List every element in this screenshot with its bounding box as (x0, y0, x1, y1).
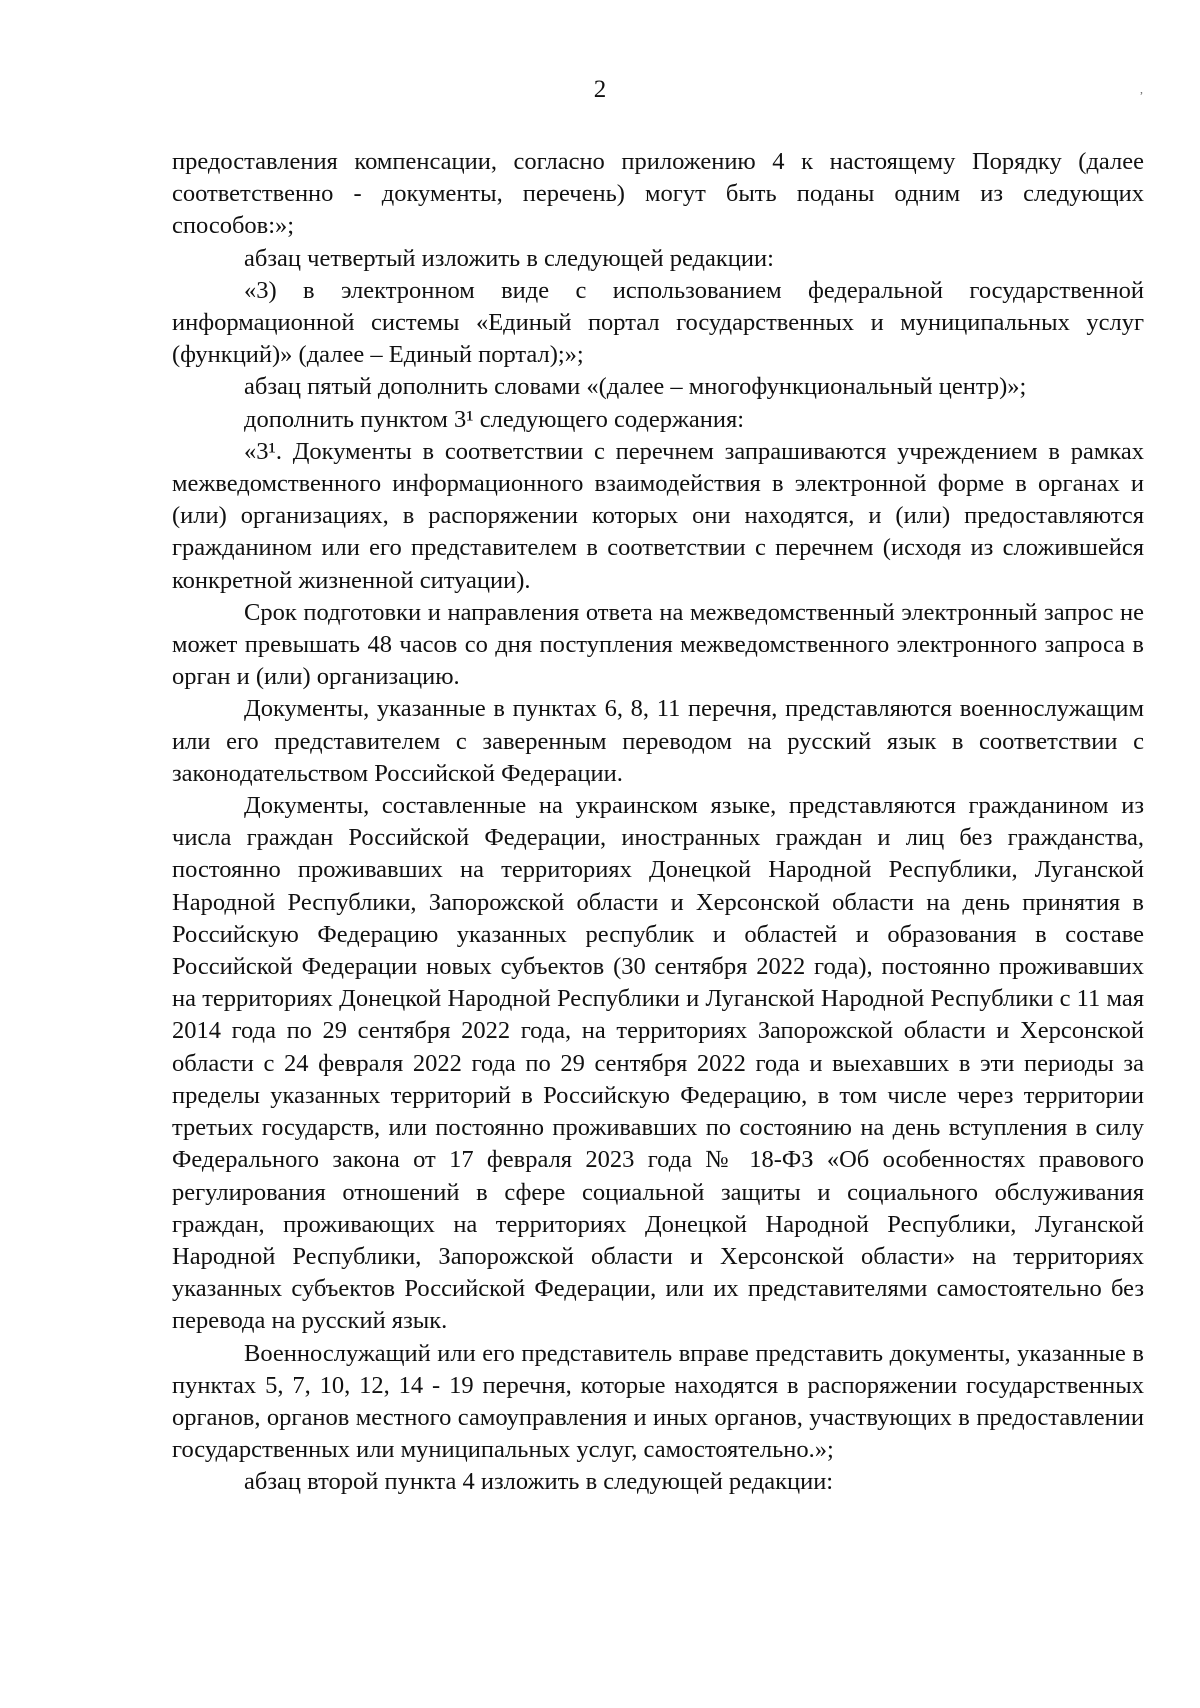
document-body (172, 146, 1144, 1499)
paragraph: предоставления компенсации, согласно приложению 4 к настоящему Порядку (далее соответственно - документы, перечень) могут быть поданы одним из следующих способов:»; (172, 148, 1144, 240)
scan-mark: , (1140, 82, 1143, 96)
paragraph: Документы, составленные на украинском языке, представляются гражданином из числа граждан Российской Федерации, иностранных граждан и лиц без гражданства, постоянно проживавших на территориях Донецкой Народной Республики, Луганской Народной Республики, Запорожской области и Херсонской области на день принятия в Российскую Федерацию указанных республик и областей и образования в составе Российской Федерации новых субъектов (30 сентября 2022 года), постоянно проживавших на территориях Донецкой Народной Республики и Луганской Народной Республики с 11 мая 2014 года по 29 сентября 2022 года, на территориях Запорожской области и Херсонской области с 24 февраля 2022 года по 29 сентября 2022 года и выехавших в эти периоды за пределы указанных территорий в Российскую Федерацию, в том числе через территории третьих государств, или постоянно проживавших по состоянию на день вступления в силу Федерального закона от 17 февраля 2023 года № 18-ФЗ «Об особенностях правового регулирования отношений в сфере социальной защиты и социального обслуживания граждан, проживающих на территориях Донецкой Народной Республики, Луганской Народной Республики, Запорожской области и Херсонской области» на территориях указанных субъектов Российской Федерации, или их представителями самостоятельно без перевода на русский язык. (172, 792, 1144, 1335)
paragraph: «3¹. Документы в соответствии с перечнем запрашиваются учреждением в рамках межведомственного информационного взаимодействия в электронной форме в органах и (или) организациях, в распоряжении которых они находятся, и (или) предоставляются гражданином или его представителем в соответствии с перечнем (исходя из сложившейся конкретной жизненной ситуации). (172, 437, 1144, 594)
paragraph: Военнослужащий или его представитель вправе представить документы, указанные в пунктах 5, 7, 10, 12, 14 - 19 перечня, которые находятся в распоряжении государственных органов, органов местного самоуправления и иных органов, участвующих в предоставлении государственных или муниципальных услуг, самостоятельно.»; (172, 1339, 1144, 1464)
paragraph: «3) в электронном виде с использованием федеральной государственной информационной системы «Единый портал государственных и муниципальных услуг (функций)» (далее – Единый портал);»; (172, 276, 1144, 369)
paragraph: дополнить пунктом 3¹ следующего содержания: (244, 405, 745, 433)
paragraph: Срок подготовки и направления ответа на межведомственный электронный запрос не может превышать 48 часов со дня поступления межведомственного электронного запроса в орган и (или) организацию. (172, 598, 1144, 691)
paragraph: абзац второй пункта 4 изложить в следующей редакции: (244, 1468, 834, 1496)
paragraph: абзац пятый дополнить словами «(далее – многофункциональный центр)»; (244, 373, 1027, 401)
page-number: 2 (593, 76, 607, 103)
paragraph: Документы, указанные в пунктах 6, 8, 11 перечня, представляются военнослужащим или его представителем с заверенным переводом на русский язык в соответствии с законодательством Российской Федерации. (172, 695, 1144, 787)
paragraph: абзац четвертый изложить в следующей редакции: (244, 244, 774, 272)
